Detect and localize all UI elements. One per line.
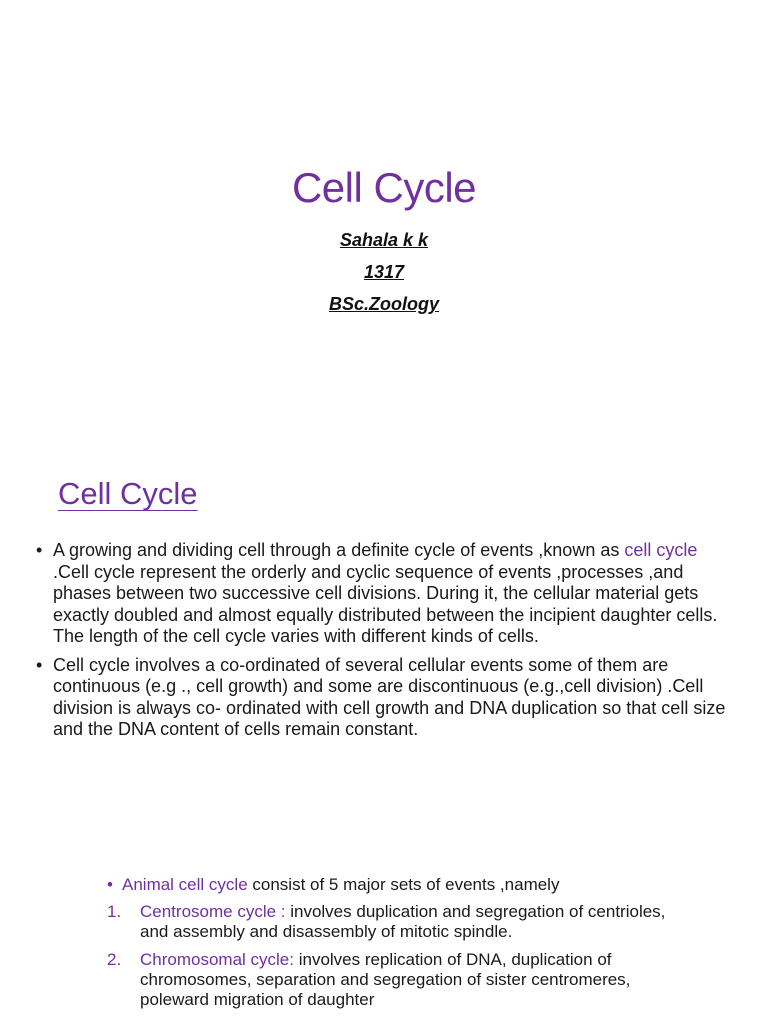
item-description: involves duplication and segregation of centrioles, and assembly and disassembly of mitotic spindle.	[140, 902, 666, 941]
slide-title: Cell Cycle	[291, 164, 477, 211]
list-item	[107, 950, 667, 1010]
bullet-item	[36, 540, 736, 648]
bullet-marker: •	[107, 875, 113, 894]
bullet-marker: •	[36, 654, 43, 675]
roll-number: 1317	[363, 262, 405, 282]
content-slide-animal-cell-cycle	[0, 835, 768, 1024]
bullet-text: Cell cycle involves a co-ordinated of several cellular events some of them are continuous (e.g ., cell growth) and some are discontinuous (e.g.,cell division) .Cell division is always co- ordinated with cell growth and DNA duplication so that cell size and the DNA content of cells remain constant.	[53, 654, 726, 739]
course-name: BSc.Zoology	[328, 294, 439, 314]
item-number: 1.	[107, 902, 122, 921]
author-name: Sahala k k	[339, 230, 429, 250]
intro-bullet	[107, 875, 667, 895]
event-list	[107, 875, 667, 1018]
item-term: Chromosomal cycle:	[140, 950, 294, 969]
intro-text: consist of 5 major sets of events ,namely	[247, 875, 560, 894]
title-slide	[0, 0, 768, 430]
item-number: 2.	[107, 950, 122, 969]
highlight-term: Animal cell cycle	[122, 875, 248, 894]
bullet-text: A growing and dividing cell through a definite cycle of events ,known as	[53, 540, 625, 560]
bullet-item	[36, 655, 736, 741]
bullet-marker: •	[36, 540, 43, 560]
bullet-text-continued: .Cell cycle represent the orderly and cyclic sequence of events ,processes ,and phases between two successive cell divisions. During it, the cellular material gets exactly doubled and almost equally distributed between the incipient daughter cells. The length of the cell cycle varies with different kinds of cells.	[53, 561, 718, 646]
list-item	[107, 902, 667, 942]
highlight-term: cell cycle	[624, 540, 698, 560]
slide-heading: Cell Cycle	[58, 476, 198, 511]
item-description: involves replication of DNA, duplication of chromosomes, separation and segregation of sister centromeres, poleward migration of daughter	[140, 950, 631, 1009]
item-term: Centrosome cycle :	[140, 902, 286, 921]
bullet-list	[36, 540, 736, 748]
content-slide-cell-cycle	[0, 430, 768, 835]
